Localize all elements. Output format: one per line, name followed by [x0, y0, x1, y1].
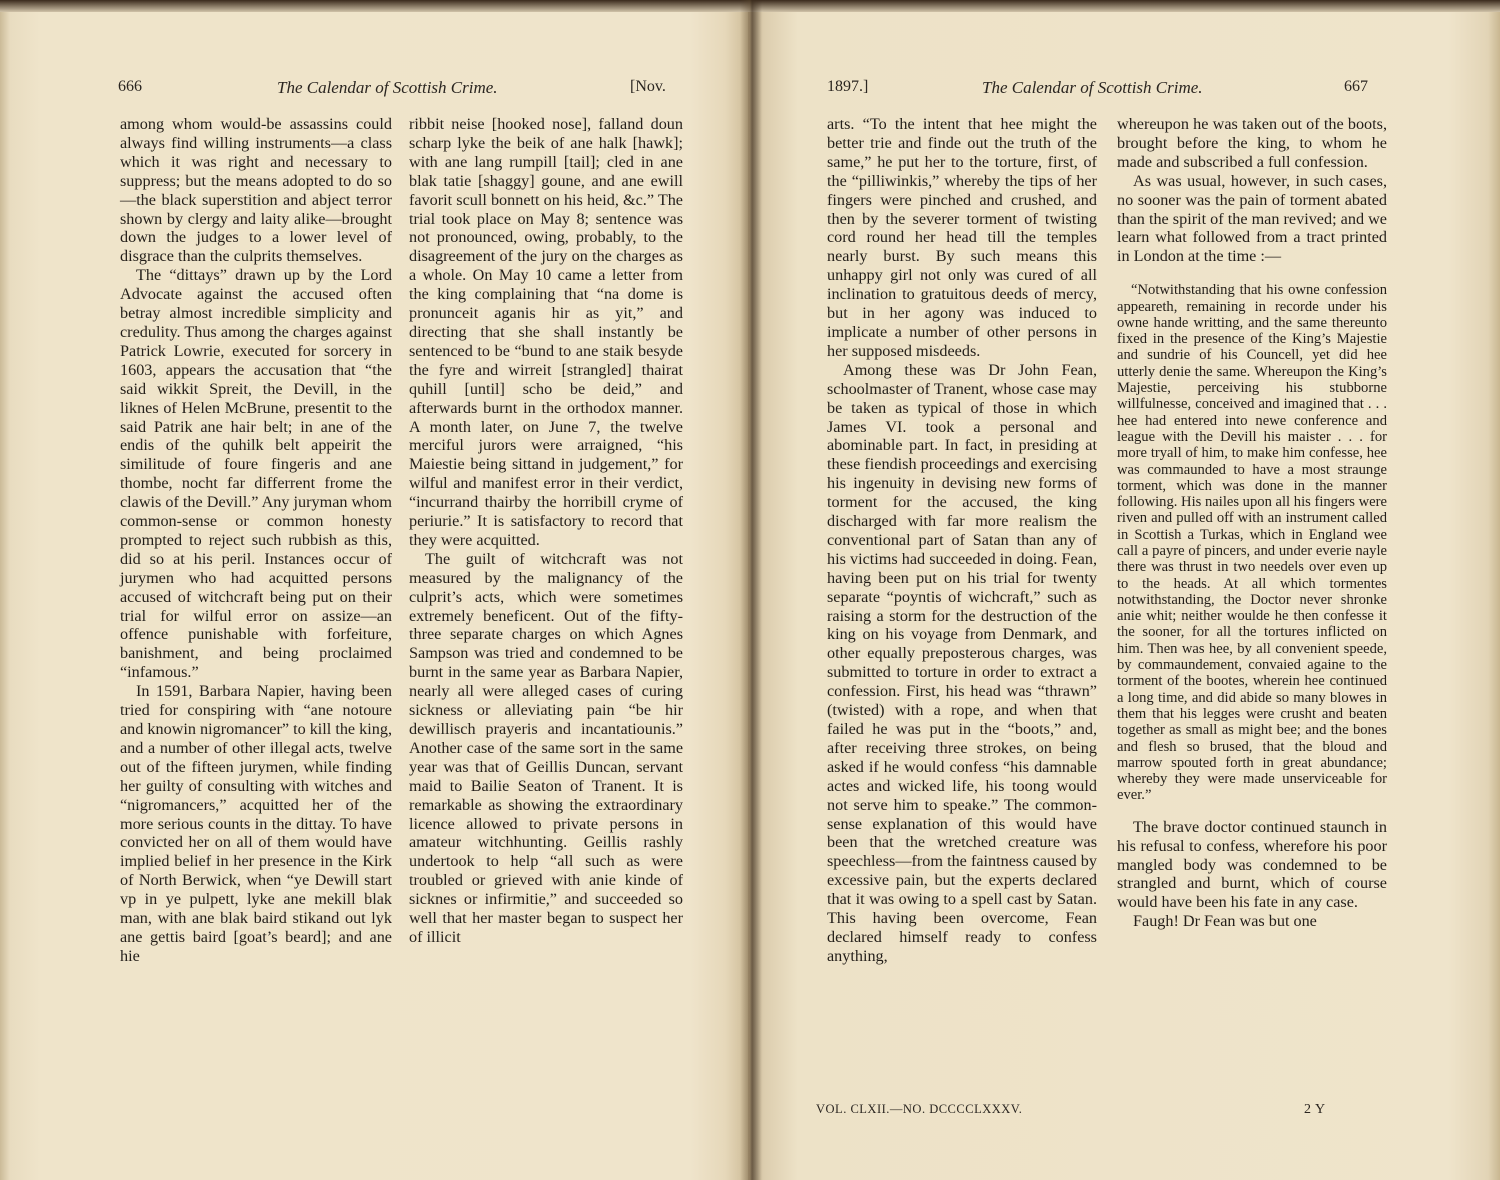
right-title-text: The Calendar of Scottish Crime. — [982, 78, 1203, 97]
left-column-1 — [120, 115, 392, 966]
book-gutter — [740, 0, 762, 1180]
left-col1-para-2: The “dittays” drawn up by the Lord Advocate against the accused often betray almost incredible simplicity and credulity. Thus among the charges against Patrick Lowrie, executed for sorcery in 1603, appears the accusation that “the said wikkit Spreit, the Devill, in the liknes of Helen McBrune, presentit to the said Patrik ane hair belt; in ane of the endis of the quhilk belt appeirit the similitude of foure fingeris and ane thombe, nocht far differrent frome the clawis of the Devill.” Any juryman whom common-sense or common honesty prompted to reject such rubbish as this, did so at his peril. Instances occur of jurymen who had acquitted persons accused of witchcraft being put on their trial for wilful error on assize—an offence punishable with forfeiture, banishment, and being proclaimed “infamous.” — [120, 266, 392, 682]
left-col2-para-1: ribbit neise [hooked nose], falland doun scharp lyke the beik of ane halk [hawk]; with ane lang rumpill [tail]; cled in ane blak tatie [shaggy] goune, and ane ewill favorit scull bonnett on his heid, &c.” The trial took place on May 8; sentence was not pronounced, owing, probably, to the disagreement of the jury on the charges as a whole. On May 10 came a letter from the king complaining that “na dome is pronunceit aganis hir as yit,” and directing that she shall instantly be sentenced to be “bund to ane staik besyde the fyre and wirreit [strangled] thairat quhill [until] scho be deid,” and afterwards burnt in the orthodox manner. A month later, on June 7, the twelve merciful jurors were arraigned, “his Maiestie being sittand in judgement,” for wilful and manifest error in their verdict, “incurrand thairby the horribill cryme of periurie.” It is satisfactory to record that they were acquitted. — [409, 115, 683, 549]
right-col1-para-2: Among these was Dr John Fean, schoolmaster of Tranent, whose case may be taken as typical of those in which James VI. took a personal and abominable part. In fact, in presiding at these fiendish proceedings and exercising his ingenuity in devising new forms of torment for the accused, the king discharged with far more realism the conventional part of Satan than any of his victims had succeeded in doing. Fean, having been put on his trial for twenty separate “poyntis of wichcraft,” such as raising a storm for the destruction of the king on his voyage from Denmark, and other equally preposterous charges, was submitted to torture in order to extract a confession. First, his head was “thrawn” (twisted) with a rope, and when that failed he was put in the “boots,” and, after receiving three strokes, on being asked if he would confess “his damnable actes and wicked life, his toong would not serve him to speake.” The common-sense explanation of this would have been that the wretched creature was speechless—from the faintness caused by excessive pain, but the experts declared that it was owing to a spell cast by Satan. This having been overcome, Fean declared himself ready to confess anything, — [827, 360, 1097, 965]
right-page-number: 667 — [1344, 78, 1368, 95]
footer-volume: VOL. CLXII.—NO. DCCCCLXXXV. — [816, 1102, 1023, 1116]
left-running-date: [Nov. — [630, 78, 666, 95]
left-running-title — [277, 78, 498, 98]
right-column-2 — [1117, 115, 1387, 931]
left-col2-para-2: The guilt of witchcraft was not measured by the malignancy of the culprit’s acts, which were sometimes extremely beneficent. Out of the fifty-three separate charges on which Agnes Sampson was tried and condemned to be burnt in the same year as Barbara Napier, nearly all were alleged cases of curing sickness or alleviating pain “be hir dewillisch prayeris and incantatiounis.” Another case of the same sort in the same year was that of Geillis Duncan, servant maid to Bailie Seaton of Tranent. It is remarkable as showing the extraordinary licence allowed to private persons in amateur witchhunting. Geillis rashly undertook to help “all such as were troubled or grieved with anie kinde of sicknes or infirmitie,” and succeeded so well that her master began to suspect her of illicit — [409, 549, 683, 946]
left-column-2 — [409, 115, 683, 947]
left-col1-para-1: among whom would-be assassins could always find willing instruments—a class which it was right and necessary to suppress; but the means adopted to do so—the black superstition and abject terror shown by clergy and laity alike—brought down the judges to a lower level of disgrace than the culprits themselves. — [120, 115, 392, 266]
footer-signature: 2 Y — [1304, 1102, 1326, 1117]
right-col2-para-3: The brave doctor continued staunch in his refusal to confess, wherefore his poor mangled body was condemned to be strangled and burnt, which of course would have been his fate in any case. — [1117, 817, 1387, 912]
left-page — [0, 12, 748, 1180]
right-running-date: 1897.] — [827, 78, 869, 95]
left-page-number: 666 — [118, 78, 142, 95]
right-col1-para-1: arts. “To the intent that hee might the better trie and finde out the truth of the same,” he put her to the torture, first, of the “pilliwinkis,” whereby the tips of her fingers were pinched and crushed, and then by the severer torment of twisting cord round her head till the temples nearly burst. By such means this unhappy girl not only was cured of all inclination to gratuitous deeds of mercy, but in her agony was induced to implicate a number of other persons in her supposed misdeeds. — [827, 115, 1097, 360]
right-col2-para-4: Faugh! Dr Fean was but one — [1133, 912, 1317, 931]
right-page — [748, 12, 1500, 1180]
quote-text: “Notwithstanding that his owne confession appeareth, remaining in recorde under his owne hande writting, and the same thereunto fixed in the presence of the King’s Majestie and sundrie of his Councell, yet did hee utterly denie the same. Whereupon the King’s Majestie, perceiving his stubborne willfulnesse, conceived and imagined that . . . hee had entered into newe conference and league with the Devill his maister . . . for more tryall of him, to make him confesse, hee was commaunded to have a most straunge torment, which was done in the manner following. His nailes upon all his fingers were riven and pulled off with an instrument called in Scottish a Turkas, which in England wee call a payre of pincers, and under everie nayle there was thrust in two needels over even up to the heads. At all which tormentes notwithstanding, the Doctor never shronke anie whit; neither woulde he then confesse it the sooner, for all the tortures inflicted on him. Then was hee, by all convenient speede, by commaundement, convaied againe to the torment of the bootes, wherein hee continued a long time, and did abide so many blowes in them that his legges were crusht and beaten together as small as might bee; and the bones and flesh so brused, that the bloud and marrow spouted forth in great abundance; whereby they were made unserviceable for ever.” — [1117, 282, 1387, 804]
right-col2-para-2: As was usual, however, in such cases, no sooner was the pain of torment abated than the spirit of the man revived; and we learn what followed from a tract printed in London at the time :— — [1117, 171, 1387, 266]
left-title-text: The Calendar of Scottish Crime. — [277, 78, 498, 97]
left-col1-para-3: In 1591, Barbara Napier, having been tried for conspiring with “ane notoure and knowin nigromancer” to kill the king, and a number of other illegal acts, twelve out of the fifteen jurymen, while finding her guilty of consulting with witches and “nigromancers,” acquitted her of the more serious counts in the dittay. To have convicted her on all of them would have implied belief in her presence in the Kirk of North Berwick, when “ye Dewill start vp in ye pulpett, lyke ane mekill blak man, with ane blak baird stikand out lyk ane gettis baird [goat’s beard]; and ane hie — [120, 682, 392, 965]
block-quote — [1117, 282, 1387, 804]
right-column-1 — [827, 115, 1097, 966]
right-col2-para-1: whereupon he was taken out of the boots, brought before the king, to whom he made and subscribed a full confession. — [1117, 115, 1387, 171]
right-running-title — [982, 78, 1203, 98]
